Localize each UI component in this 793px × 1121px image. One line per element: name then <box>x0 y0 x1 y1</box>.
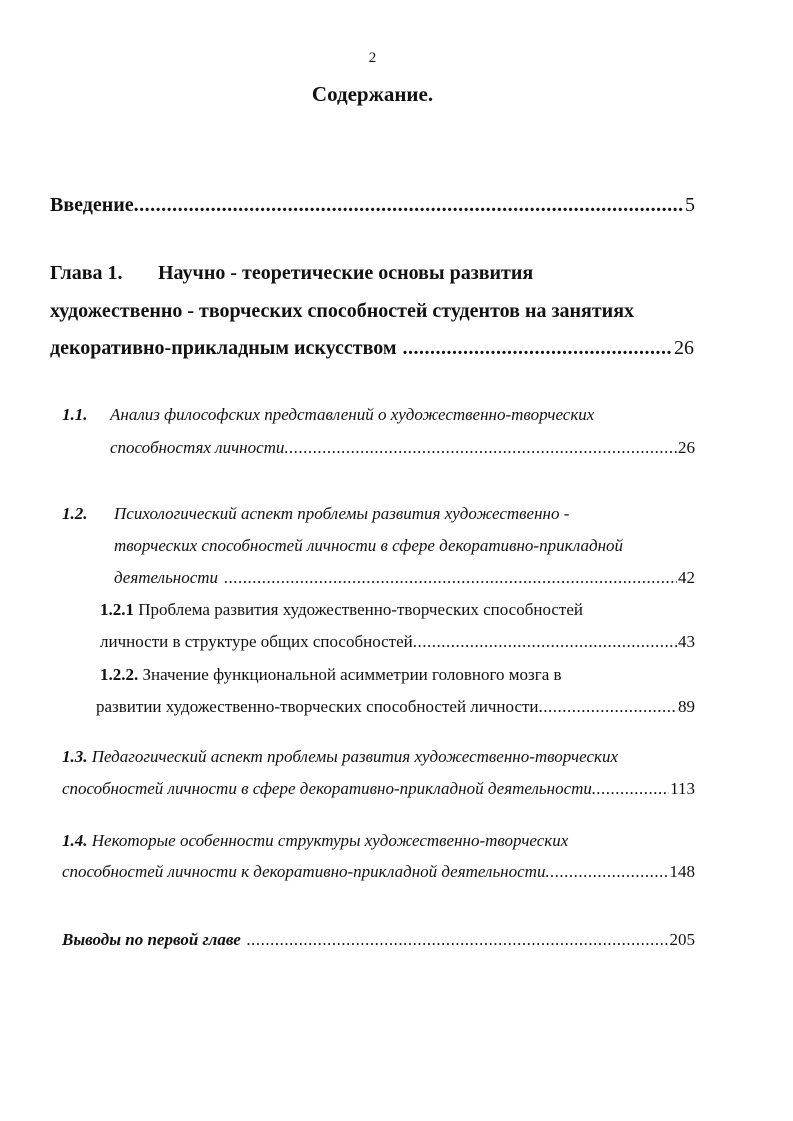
toc-chapter1-line1: Научно - теоретические основы развития <box>158 262 534 284</box>
toc-chapter1-page: 26 <box>674 337 694 359</box>
toc-entry-s1-2 <box>114 568 695 588</box>
toc-s1-4-line1: Некоторые особенности структуры художественно-творческих <box>91 831 569 850</box>
toc-s1-2-1-heading <box>100 600 583 620</box>
toc-s1-4-heading <box>62 831 568 851</box>
toc-s1-1-line2: способностях личности <box>110 438 285 457</box>
toc-s1-2-2-line1: Значение функциональной асимметрии головного мозга в <box>142 665 562 684</box>
toc-s1-3-heading <box>62 747 618 767</box>
toc-s1-2-1-line1: Проблема развития художественно-творческих способностей <box>138 600 583 619</box>
toc-chapter1-label: Глава 1. <box>50 262 123 284</box>
toc-conclusions-page: 205 <box>669 930 695 949</box>
toc-entry-chapter1 <box>50 337 694 360</box>
toc-conclusions-label: Выводы по первой главе <box>62 930 241 949</box>
toc-leader-dots <box>284 438 677 458</box>
toc-s1-2-number: 1.2. <box>62 504 88 523</box>
toc-s1-2-2-number: 1.2.2. <box>100 665 139 684</box>
toc-s1-2-page: 42 <box>678 568 695 587</box>
toc-chapter1-line3: декоративно-прикладным искусством <box>50 337 397 359</box>
toc-entry-intro <box>50 194 695 217</box>
toc-leader-dots <box>134 194 684 217</box>
toc-leader-dots <box>545 862 668 882</box>
toc-s1-2-1-page: 43 <box>678 632 695 651</box>
toc-intro-page: 5 <box>685 194 695 216</box>
toc-leader-dots <box>241 930 669 950</box>
toc-entry-conclusions <box>62 930 695 950</box>
toc-s1-2-line3: деятельности <box>114 568 219 587</box>
page-number: 2 <box>368 50 377 66</box>
toc-chapter1-line2: художественно - творческих способностей студентов на занятиях <box>50 300 635 322</box>
toc-s1-2-2-page: 89 <box>678 697 695 716</box>
toc-intro-label: Введение <box>50 194 134 216</box>
page-title: Содержание. <box>311 82 434 106</box>
toc-s1-1-number: 1.1. <box>62 405 88 424</box>
toc-s1-4-number: 1.4. <box>62 831 88 850</box>
toc-entry-s1-2-2 <box>96 697 695 717</box>
toc-s1-2-line1: Психологический аспект проблемы развития художественно - <box>114 504 570 523</box>
toc-s1-3-line2: способностей личности в сфере декоративно-прикладной деятельности <box>62 779 592 798</box>
toc-s1-2-2-line2: развитии художественно-творческих способностей личности <box>96 697 539 716</box>
toc-leader-dots <box>397 337 674 360</box>
toc-s1-3-number: 1.3. <box>62 747 88 766</box>
toc-entry-s1-4 <box>62 862 695 882</box>
toc-leader-dots <box>592 779 669 799</box>
toc-s1-2-line2: творческих способностей личности в сфере декоративно-прикладной <box>114 536 624 555</box>
toc-s1-4-page: 148 <box>669 862 695 881</box>
toc-leader-dots <box>218 568 677 588</box>
toc-leader-dots <box>413 632 677 652</box>
toc-entry-s1-1 <box>110 438 695 458</box>
toc-s1-4-line2: способностей личности к декоративно-прикладной деятельности <box>62 862 546 881</box>
toc-leader-dots <box>539 697 677 717</box>
toc-s1-1-line1: Анализ философских представлений о художественно-творческих <box>110 405 595 424</box>
toc-s1-2-1-number: 1.2.1 <box>100 600 134 619</box>
toc-s1-3-page: 113 <box>670 779 695 798</box>
toc-s1-1-page: 26 <box>678 438 695 457</box>
toc-entry-s1-2-1 <box>100 632 695 652</box>
toc-s1-2-1-line2: личности в структуре общих способностей <box>100 632 413 651</box>
toc-entry-s1-3 <box>62 779 695 799</box>
toc-s1-2-2-heading <box>100 665 562 685</box>
toc-s1-3-line1: Педагогический аспект проблемы развития художественно-творческих <box>91 747 619 766</box>
